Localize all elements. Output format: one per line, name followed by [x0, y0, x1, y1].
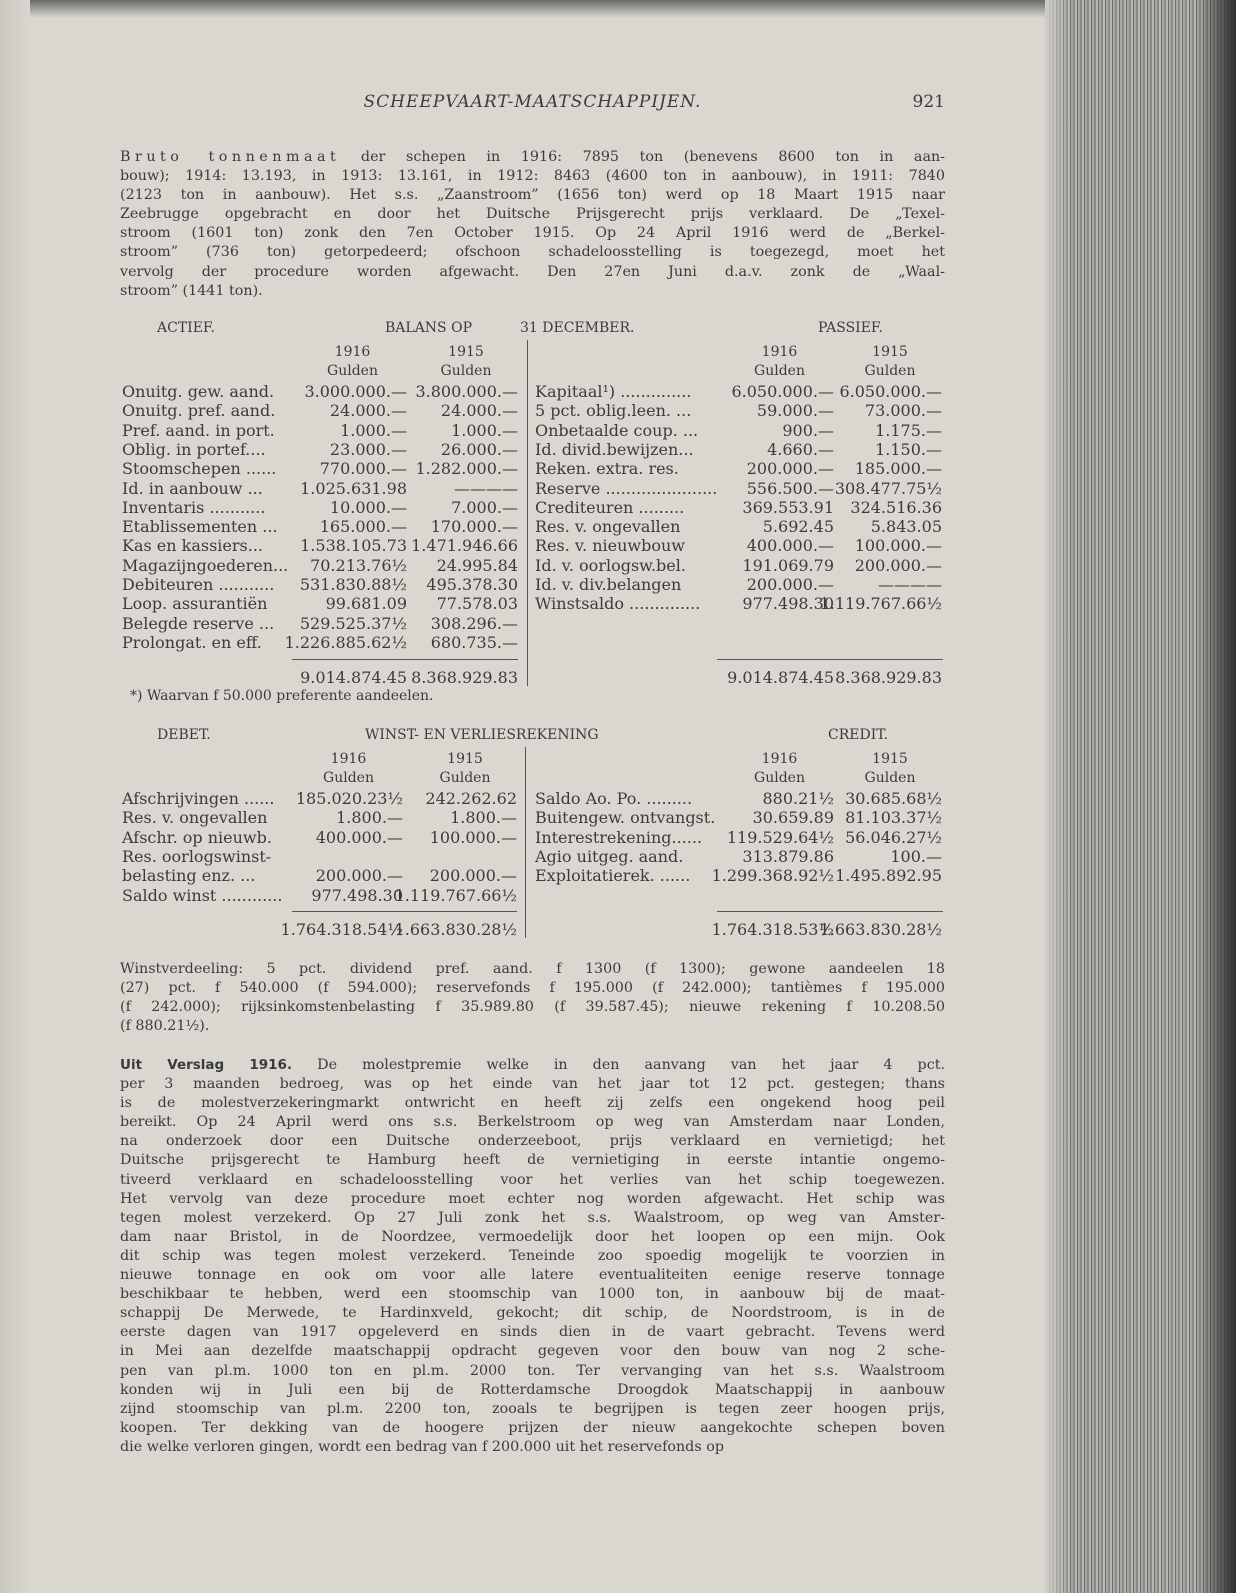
value-1915: 24.995.84 [436, 555, 518, 575]
row-label: Id. divid.bewijzen... [535, 439, 694, 459]
column-currency: Gulden [323, 770, 374, 786]
row-label: belasting enz. ... [122, 866, 256, 886]
total-1916: 1.764.318.54½ [280, 920, 403, 939]
value-1915: 7.000.— [451, 497, 518, 517]
table-row [122, 789, 517, 808]
value-1916: 400.000.— [315, 827, 403, 847]
row-label: Kapitaal¹) .............. [535, 382, 692, 401]
row-label: Id. in aanbouw ... [122, 478, 263, 498]
column-currency: Gulden [440, 363, 492, 379]
table-row [122, 440, 518, 459]
column-year: 1916 [761, 751, 798, 767]
total-1916: 1.764.318.53½ [711, 920, 834, 939]
value-1916: 24.000.— [329, 401, 407, 421]
text-line [120, 186, 945, 205]
column-year: 1915 [447, 751, 483, 767]
row-label: Res. v. ongevallen [535, 517, 681, 537]
text-line [120, 224, 945, 243]
page-header [120, 92, 945, 116]
value-1916: 529.525.37½ [299, 613, 407, 633]
total-rule [292, 659, 518, 660]
table-row [535, 479, 942, 498]
table-title: WINST- EN VERLIESREKENING [365, 727, 599, 743]
value-1915: 1.119.767.66½ [819, 594, 942, 614]
right-heading: CREDIT. [828, 727, 888, 743]
value-1916: 185.020.23½ [295, 789, 403, 808]
value-1915: 1.471.946.66 [411, 536, 518, 556]
value-1916: 531.830.88½ [299, 575, 407, 594]
value-1915: 308.296.— [430, 613, 518, 633]
line-text: Duitsche prijsgerecht te Hamburg heeft de vernietiging in eerste intantie ongemo- [120, 1152, 945, 1169]
value-1915: 200.000.— [429, 866, 517, 886]
value-1916: 6.050.000.— [731, 382, 834, 401]
line-text: stroom” (1441 ton). [120, 282, 263, 299]
row-label: Stoomschepen ...... [122, 459, 277, 479]
value-1915: 1.175.— [875, 420, 942, 440]
line-text: tegen molest verzekerd. Op 27 Juli zonk het s.s. Waalstroom, op weg van Amster- [120, 1209, 945, 1226]
column-year: 1915 [872, 751, 908, 767]
text-line [120, 1400, 945, 1419]
table-row [535, 556, 942, 575]
row-label: Res. v. ongevallen [122, 808, 268, 828]
value-1915: 26.000.— [440, 439, 518, 459]
value-1916: 5.692.45 [762, 517, 834, 537]
text-line [120, 979, 945, 998]
row-label: Reserve ...................... [535, 478, 718, 498]
row-label: Onbetaalde coup. ... [535, 420, 699, 440]
line-text: in Mei aan dezelfde maatschappij opdracht gegeven voor den bouw van nog 2 sche- [120, 1343, 945, 1360]
table-row [535, 789, 942, 808]
table-row [535, 382, 942, 401]
value-1915: 308.477.75½ [834, 478, 942, 498]
row-label: 5 pct. oblig.leen. ... [535, 401, 692, 421]
line-text: schappij De Merwede, te Hardinxveld, gekocht; dit schip, de Noordstroom, is in de [120, 1305, 945, 1322]
text-line [120, 1323, 945, 1342]
total-row [535, 668, 942, 687]
column-year: 1915 [872, 344, 908, 360]
value-1916: 556.500.— [746, 478, 834, 498]
value-1916: 770.000.— [319, 459, 407, 479]
value-1915: 24.000.— [440, 401, 518, 421]
table-title-2: 31 DECEMBER. [520, 320, 635, 336]
total-1916: 9.014.874.45 [727, 668, 834, 687]
annual-report-paragraph [120, 1056, 945, 1457]
value-1916: 400.000.— [746, 536, 834, 556]
table-row [122, 459, 518, 478]
running-title: SCHEEPVAART-MAATSCHAPPIJEN. [363, 92, 702, 112]
scan-left-shadow [0, 0, 30, 1593]
table-row [122, 575, 518, 594]
row-label: Winstsaldo .............. [535, 594, 701, 614]
column-currency: Gulden [864, 770, 916, 786]
value-1916: 200.000.— [746, 575, 834, 594]
row-label: Pref. aand. in port. [122, 420, 275, 440]
value-1915: 324.516.36 [850, 497, 942, 517]
text-line [120, 205, 945, 224]
text-line [120, 1419, 945, 1438]
text-line [120, 282, 945, 301]
row-label: Afschrijvingen ...... [122, 789, 275, 808]
text-line [120, 1209, 945, 1228]
value-1915: 100.— [890, 846, 942, 866]
value-1915: 5.843.05 [870, 517, 942, 537]
value-1915: 242.262.62 [425, 789, 517, 808]
total-1915: 1.663.830.28½ [394, 920, 517, 939]
value-1916: 900.— [782, 420, 834, 440]
column-currency: Gulden [754, 363, 805, 379]
table-row [535, 828, 942, 847]
row-label: Id. v. oorlogsw.bel. [535, 555, 686, 575]
value-1915: 1.150.— [875, 439, 942, 459]
text-line [120, 1438, 945, 1457]
value-1916: 23.000.— [329, 439, 407, 459]
table-row [122, 633, 518, 652]
value-1915: 1.000.— [451, 420, 518, 440]
row-label: Id. v. div.belangen [535, 575, 682, 594]
table-row [122, 382, 518, 401]
table-row [535, 401, 942, 420]
value-1915: 30.685.68½ [845, 789, 942, 808]
row-label: Onuitg. gew. aand. [122, 382, 275, 401]
value-1916: 1.299.368.92½ [711, 866, 834, 886]
row-label: Prolongat. en eff. [122, 632, 262, 652]
value-1915: 77.578.03 [436, 594, 518, 614]
line-text: per 3 maanden bedroeg, was op het einde van het jaar tot 12 pct. gestegen; thans [120, 1076, 945, 1093]
table-row [535, 808, 942, 827]
line-text: konden wij in Juli een bij de Rotterdamsche Droogdok Maatschappij in aanbouw [120, 1381, 945, 1398]
right-heading: PASSIEF. [818, 320, 883, 336]
total-1915: 1.663.830.28½ [819, 920, 942, 939]
value-1916: 1.226.885.62½ [284, 632, 407, 652]
line-text: bouw); 1914: 13.193, in 1913: 13.161, in 1912: 8463 (4600 ton in aanbouw), in 1911: 7840 [120, 168, 945, 185]
row-label: Debiteuren ........... [122, 575, 275, 594]
value-1916: 977.498.30 [742, 594, 834, 614]
table-row [122, 498, 518, 517]
value-1915: 6.050.000.— [839, 382, 942, 401]
table-row [535, 421, 942, 440]
line-text: stroom (1601 ton) zonk den 7en October 1915. Op 24 April 1916 werd de „Berkel- [120, 225, 945, 242]
table-row [122, 401, 518, 420]
value-1916: 191.069.79 [742, 555, 834, 575]
line-text: dit schip was tegen molest verzekerd. Teneinde zoo spoedig mogelijk te voorzien in [120, 1247, 945, 1264]
value-1916: 880.21½ [762, 789, 834, 808]
text-line [120, 1304, 945, 1323]
text-line [120, 1362, 945, 1381]
left-heading: DEBET. [157, 727, 211, 743]
table-row [535, 440, 942, 459]
line-text: Het vervolg van deze procedure moet echter nog worden afgewacht. Het schip was [120, 1190, 945, 1207]
text-line [120, 148, 945, 167]
column-currency: Gulden [327, 363, 378, 379]
table-row [122, 536, 518, 555]
value-1916: 165.000.— [319, 517, 407, 537]
line-text: Winstverdeeling: 5 pct. dividend pref. aand. f 1300 (f 1300); gewone aandeelen 18 [120, 961, 945, 977]
column-currency: Gulden [864, 363, 916, 379]
row-label: Exploitatierek. ...... [535, 866, 691, 886]
table-row [122, 421, 518, 440]
value-1915: 81.103.37½ [845, 808, 942, 828]
total-rule [717, 659, 943, 660]
row-label: Onuitg. pref. aand. [122, 401, 276, 421]
total-row [122, 920, 517, 939]
text-line [120, 1190, 945, 1209]
lead-text: Uit Verslag 1916. [120, 1057, 293, 1073]
text-line [120, 263, 945, 282]
line-text: De molestpremie welke in den aanvang van het jaar 4 pct. [292, 1057, 945, 1073]
value-1915: 680.735.— [430, 632, 518, 652]
table-row [122, 479, 518, 498]
text-line [120, 1381, 945, 1400]
value-1915: ———— [454, 478, 518, 498]
column-year: 1915 [448, 344, 484, 360]
left-heading: ACTIEF. [157, 320, 215, 336]
line-text: zijnd stoomschip van pl.m. 2200 ton, zooals te begrijpen is tegen zeer hoogen prijs, [120, 1400, 945, 1417]
row-label: Reken. extra. res. [535, 459, 679, 479]
table-row [535, 536, 942, 555]
value-1915: 495.378.30 [426, 575, 518, 594]
text-line [120, 1132, 945, 1151]
value-1916: 313.879.86 [742, 846, 834, 866]
value-1916: 1.000.— [340, 420, 407, 440]
value-1916: 977.498.30 [311, 885, 403, 905]
value-1915: 100.000.— [429, 827, 517, 847]
total-1915: 8.368.929.83 [411, 668, 518, 687]
column-currency: Gulden [439, 770, 491, 786]
profit-distribution-paragraph [120, 960, 945, 1036]
value-1915: ———— [878, 575, 942, 594]
line-text: Zeebrugge opgebracht en door het Duitsche Prijsgerecht prijs verklaard. De „Texel- [120, 206, 945, 223]
row-label: Crediteuren ......... [535, 497, 685, 517]
value-1916: 369.553.91 [742, 497, 834, 517]
row-label: Kas en kassiers... [122, 536, 264, 556]
intro-paragraph [120, 148, 945, 301]
line-text: tiveerd verklaard en schadeloosstelling voor het verlies van het schip toegewezen. [120, 1171, 945, 1188]
text-line [120, 1056, 945, 1075]
text-line [120, 1266, 945, 1285]
value-1915: 170.000.— [430, 517, 518, 537]
column-currency: Gulden [754, 770, 805, 786]
line-text: beschikbaar te hebben, werd een stoomschip van 1000 ton, in aanbouw bij de maat- [120, 1286, 945, 1303]
line-text: (f 880.21½). [120, 1018, 210, 1035]
value-1916: 1.800.— [336, 808, 403, 828]
value-1915: 200.000.— [854, 555, 942, 575]
row-label: Interestrekening...... [535, 827, 703, 847]
lead-text: Bruto tonnenmaat [120, 149, 341, 165]
table-row [535, 594, 942, 613]
text-line [120, 1171, 945, 1190]
table-row [535, 517, 942, 536]
total-1915: 8.368.929.83 [835, 668, 942, 687]
value-1916: 3.000.000.— [304, 382, 407, 401]
table-row [122, 866, 517, 885]
row-label: Belegde reserve ... [122, 613, 275, 633]
column-year: 1916 [761, 344, 798, 360]
line-text: stroom” (736 ton) getorpedeerd; ofschoon schadeloosstelling is toegezegd, moet het [120, 244, 945, 261]
table-row [122, 808, 517, 827]
line-text: is de molestverzekeringmarkt ontwricht en heeft zij zelfs een ongekend hoog peil [120, 1095, 945, 1112]
row-label: Afschr. op nieuwb. [122, 827, 272, 847]
column-year: 1916 [334, 344, 371, 360]
row-label: Etablissementen ... [122, 517, 278, 537]
text-line [120, 1017, 945, 1036]
line-text: die welke verloren gingen, wordt een bedrag van f 200.000 uit het reservefonds op [120, 1438, 724, 1455]
column-divider [525, 747, 526, 938]
table-row [122, 594, 518, 613]
value-1916: 59.000.— [756, 401, 834, 421]
row-label: Res. oorlogswinst- [122, 846, 272, 866]
book-page-edges [1045, 0, 1236, 1593]
line-text: der schepen in 1916: 7895 ton (benevens 8600 ton in aan- [340, 149, 946, 165]
value-1916: 4.660.— [767, 439, 834, 459]
value-1915: 185.000.— [854, 459, 942, 479]
text-line [120, 998, 945, 1017]
table-row [535, 575, 942, 594]
column-divider [527, 340, 528, 686]
value-1916: 99.681.09 [325, 594, 407, 614]
line-text: eerste dagen van 1917 opgeleverd en sinds dien in de vaart gebracht. Tevens werd [120, 1324, 945, 1341]
value-1915: 1.800.— [450, 808, 517, 828]
value-1916: 119.529.64½ [726, 827, 834, 847]
table-row [535, 847, 942, 866]
line-text: (2123 ton in aanbouw). Het s.s. „Zaanstroom” (1656 ton) werd op 18 Maart 1915 naar [120, 187, 945, 204]
value-1915: 1.495.892.95 [835, 866, 942, 886]
value-1915: 100.000.— [854, 536, 942, 556]
line-text: na onderzoek door een Duitsche onderzeeboot, prijs verklaard en vernietigd; het [120, 1133, 945, 1150]
value-1916: 30.659.89 [752, 808, 834, 828]
row-label: Saldo winst ............ [122, 885, 283, 905]
row-label: Inventaris ........... [122, 497, 266, 517]
text-line [120, 1113, 945, 1132]
table-row [122, 828, 517, 847]
line-text: (27) pct. f 540.000 (f 594.000); reservefonds f 195.000 (f 242.000); tantièmes f 195.000 [120, 980, 945, 997]
table-row [535, 866, 942, 885]
text-line [120, 960, 945, 979]
row-label: Magazijngoederen... [122, 555, 289, 575]
line-text: koopen. Ter dekking van de hoogere prijzen der nieuw aangekochte schepen boven [120, 1419, 945, 1436]
table-row [535, 459, 942, 478]
table-row [122, 847, 517, 866]
footnote: *) Waarvan f 50.000 preferente aandeelen. [130, 688, 434, 704]
table-row [122, 517, 518, 536]
text-line [120, 1151, 945, 1170]
table-row [122, 556, 518, 575]
text-line [120, 1247, 945, 1266]
line-text: (f 242.000); rijksinkomstenbelasting f 35.989.80 (f 39.587.45); nieuwe rekening f 10.208.50 [120, 999, 945, 1016]
table-row [122, 614, 518, 633]
table-row [535, 498, 942, 517]
row-label: Res. v. nieuwbouw [535, 536, 685, 556]
column-year: 1916 [330, 751, 367, 767]
line-text: dam naar Bristol, in de Noordzee, vermoedelijk door het loopen op een mijn. Ook [120, 1228, 945, 1245]
total-row [122, 668, 518, 687]
value-1915: 56.046.27½ [845, 827, 942, 847]
page-number: 921 [912, 92, 945, 112]
value-1915: 73.000.— [864, 401, 942, 421]
text-line [120, 167, 945, 186]
text-line [120, 1228, 945, 1247]
text-line [120, 243, 945, 262]
value-1916: 1.025.631.98 [300, 478, 407, 498]
text-line [120, 1094, 945, 1113]
row-label: Saldo Ao. Po. ......... [535, 789, 693, 808]
row-label: Loop. assurantiën [122, 594, 268, 614]
row-label: Oblig. in portef.... [122, 439, 266, 459]
value-1916: 10.000.— [329, 497, 407, 517]
value-1915: 3.800.000.— [415, 382, 518, 401]
row-label: Buitengew. ontvangst. [535, 808, 716, 828]
value-1916: 200.000.— [746, 459, 834, 479]
value-1916: 200.000.— [315, 866, 403, 886]
table-row [122, 886, 517, 905]
text-line [120, 1285, 945, 1304]
table-title: BALANS OP [385, 320, 472, 336]
value-1915: 1.119.767.66½ [394, 885, 517, 905]
row-label: Agio uitgeg. aand. [535, 846, 684, 866]
total-rule [292, 911, 517, 912]
text-line [120, 1342, 945, 1361]
text-line [120, 1075, 945, 1094]
line-text: vervolg der procedure worden afgewacht. Den 27en Juni d.a.v. zonk de „Waal- [120, 263, 945, 280]
total-row [535, 920, 942, 939]
value-1916: 70.213.76½ [310, 555, 407, 575]
total-rule [717, 911, 943, 912]
line-text: pen van pl.m. 1000 ton en pl.m. 2000 ton. Ter vervanging van het s.s. Waalstroom [120, 1362, 945, 1379]
line-text: nieuwe tonnage en ook om voor alle latere eventualiteiten eenige reserve tonnage [120, 1267, 945, 1284]
value-1916: 1.538.105.73 [300, 536, 407, 556]
total-1916: 9.014.874.45 [300, 668, 407, 687]
line-text: bereikt. Op 24 April werd ons s.s. Berkelstroom op weg van Amsterdam naar Londen, [120, 1114, 945, 1131]
value-1915: 1.282.000.— [415, 459, 518, 479]
